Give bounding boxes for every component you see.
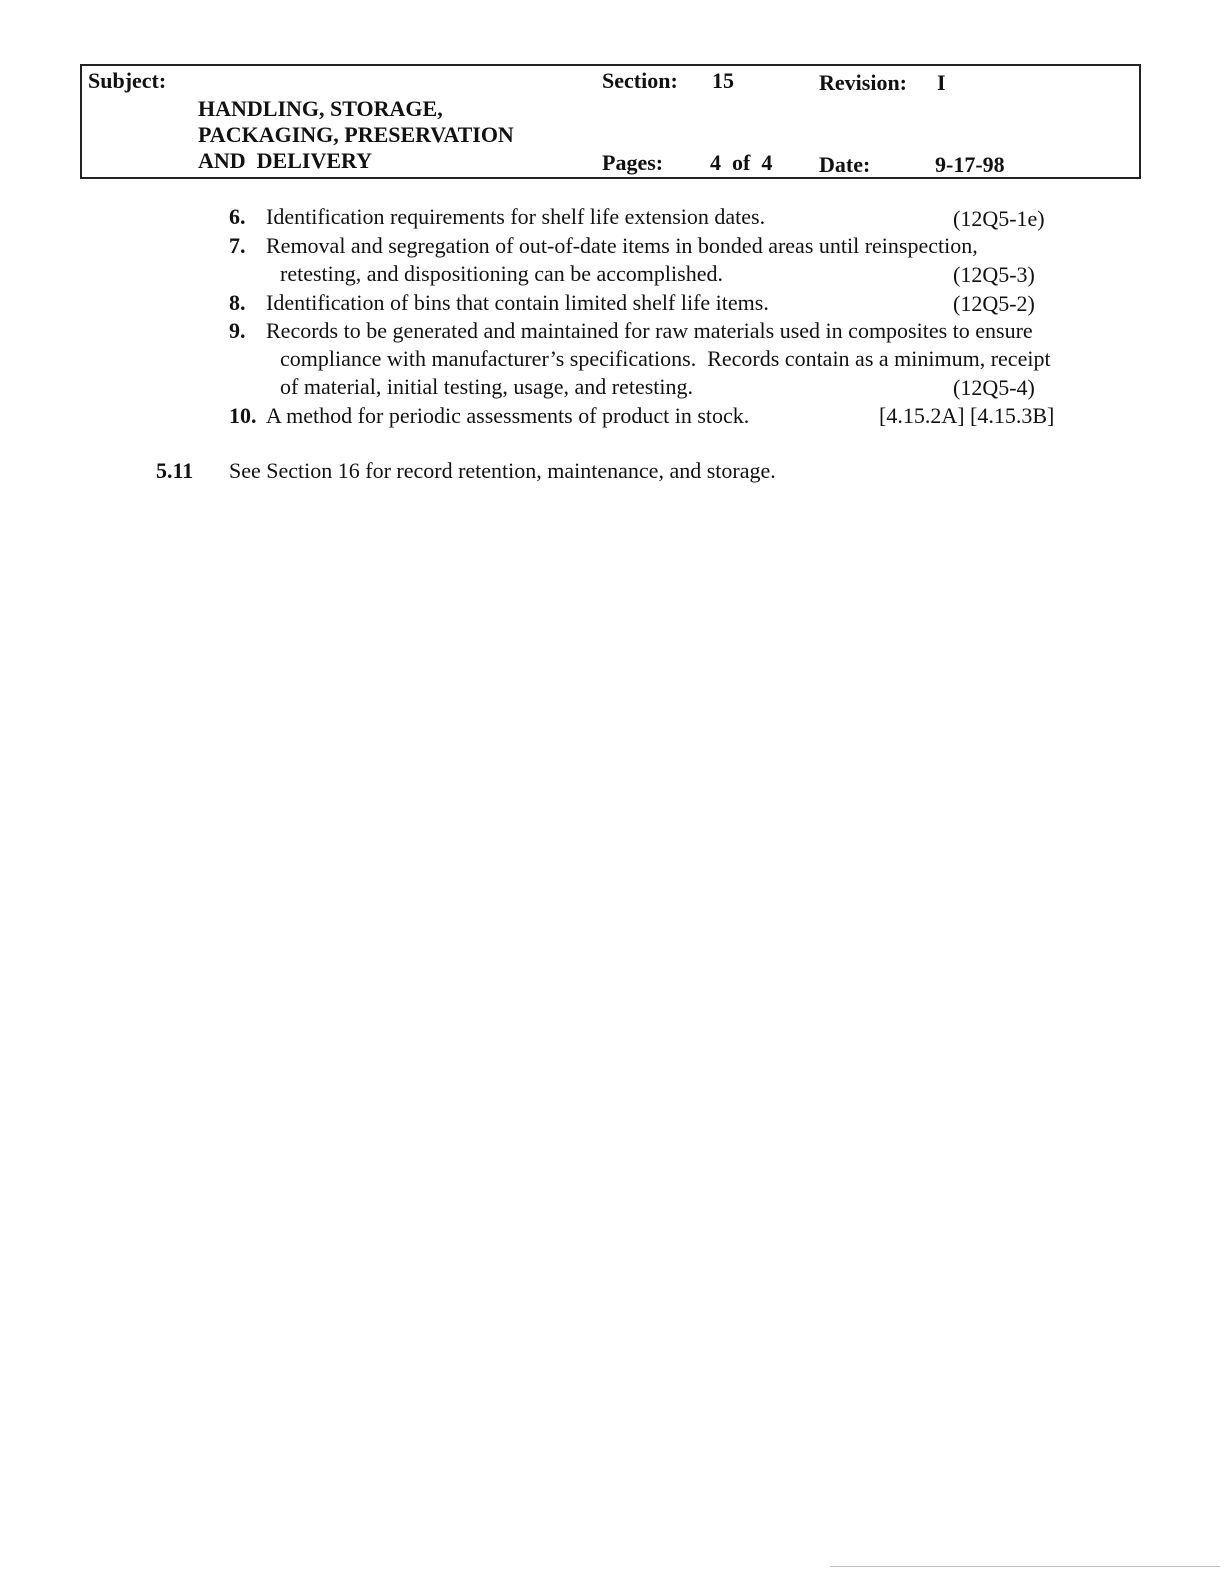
- subject-label: Subject:: [88, 68, 167, 93]
- subject-line-1: HANDLING, STORAGE,: [198, 96, 443, 121]
- item-7-number: 7.: [229, 233, 246, 258]
- item-8-ref: (12Q5-2): [953, 291, 1035, 316]
- section-5-11-number: 5.11: [156, 458, 194, 483]
- item-6-ref: (12Q5-1e): [953, 206, 1045, 231]
- pages-value: 4 of 4: [710, 150, 773, 175]
- footer-rule: [830, 1566, 1220, 1567]
- subject-line-2: PACKAGING, PRESERVATION: [198, 122, 514, 147]
- section-label: Section:: [602, 68, 678, 93]
- item-9-ref: (12Q5-4): [953, 375, 1035, 400]
- item-7-line-2: retesting, and dispositioning can be accomplished.: [280, 261, 723, 286]
- document-header: [80, 64, 1141, 179]
- item-10-line-1: A method for periodic assessments of product in stock.: [266, 403, 750, 428]
- pages-label: Pages:: [602, 150, 664, 175]
- item-10-number: 10.: [229, 403, 257, 428]
- revision-value: I: [937, 70, 946, 95]
- item-9-line-3: of material, initial testing, usage, and retesting.: [280, 374, 693, 399]
- revision-label: Revision:: [819, 70, 907, 95]
- date-value: 9-17-98: [935, 152, 1005, 177]
- item-7-ref: (12Q5-3): [953, 262, 1035, 287]
- item-9-number: 9.: [229, 318, 246, 343]
- item-6-line-1: Identification requirements for shelf life extension dates.: [266, 204, 766, 229]
- item-9-line-2: compliance with manufacturer’s specifications. Records contain as a minimum, receipt: [280, 346, 1051, 371]
- item-7-line-1: Removal and segregation of out-of-date items in bonded areas until reinspection,: [266, 233, 978, 258]
- item-6-number: 6.: [229, 204, 246, 229]
- item-9-line-1: Records to be generated and maintained for raw materials used in composites to ensure: [266, 318, 1033, 343]
- item-8-number: 8.: [229, 290, 246, 315]
- date-label: Date:: [819, 152, 871, 177]
- subject-line-3: AND DELIVERY: [198, 148, 373, 173]
- item-10-ref: [4.15.2A] [4.15.3B]: [879, 403, 1055, 428]
- section-value: 15: [712, 68, 734, 93]
- item-8-line-1: Identification of bins that contain limited shelf life items.: [266, 290, 769, 315]
- section-5-11-text: See Section 16 for record retention, maintenance, and storage.: [229, 458, 776, 483]
